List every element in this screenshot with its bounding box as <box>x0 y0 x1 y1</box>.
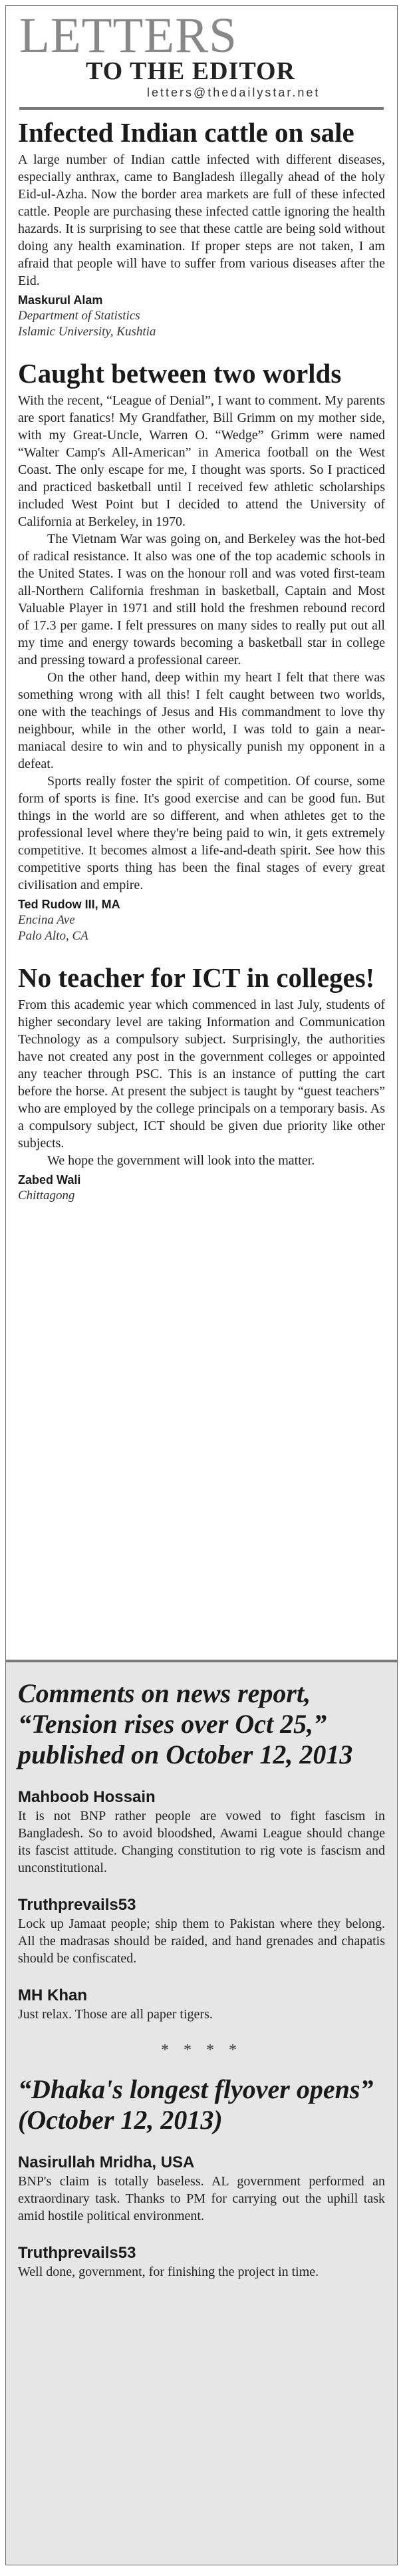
reader-comments-panel <box>6 1660 397 2565</box>
letter-headline: Infected Indian cattle on sale <box>18 117 354 148</box>
letter-signature: Maskurul Alam <box>18 293 103 307</box>
comments-heading: “Dhaka's longest flyover opens” (October 12, 2013) <box>18 2074 374 2135</box>
comment-author: Nasirullah Mridha, USA <box>18 2153 195 2171</box>
comment-text: Lock up Jamaat people; ship them to Pakistan where they belong. All the madrasas should be raided, and hand grenades and chapatis should be confiscated. <box>18 1917 385 1966</box>
comment-text: BNP's claim is totally baseless. AL government performed an extraordinary task. Thanks to PM for carrying out the uphill task amid hostile political environment. <box>18 2174 385 2223</box>
letters-column <box>6 110 397 1204</box>
letter-paragraph: From this academic year which commenced in last July, students of higher secondary level are taking Information and Communication Technology as a compulsory subject. Surprisingly, the authorities have not created any post in the government colleges or appointed any teacher through PSC. This is an instance of putting the cart before the horse. At present the subject is taught by “guest teachers” who are employed by the college principals on a temporary basis. As a compulsory subject, ICT should be given due priority like other subjects. <box>18 998 385 1151</box>
comment-text: It is not BNP rather people are vowed to fight fascism in Bangladesh. So to avoid bloodshed, Awami League should change its fascist attitude. Changing constitution to rig vote is fascism and unconstitutional. <box>18 1809 385 1875</box>
letter-affiliation: Department of Statistics <box>18 309 140 323</box>
masthead-email: letters@thedailystar.net <box>147 86 321 99</box>
comment <box>18 2243 385 2281</box>
comment-text: Well done, government, for finishing the project in time. <box>18 2265 319 2279</box>
letter <box>18 118 385 340</box>
letter-paragraph: We hope the government will look into the matter. <box>47 1153 315 1168</box>
letters-page <box>5 5 398 2565</box>
letter-paragraph: The Vietnam War was going on, and Berkeley was the hot-bed of radical resistance. It also was one of the top academic schools in the United States. I was on the honour roll and was voted first-team all-Northern California freshman in basketball, Captain and Most Valuable Player in 1971 and still hold the freshmen rebound record of 17.3 per game. I felt pressures on many sides to really put out all my time and energy towards becoming a basketball star in college and pressing toward a professional career. <box>18 532 385 667</box>
comment-text: Just relax. Those are all paper tigers. <box>18 2007 213 2022</box>
letter-headline: Caught between two worlds <box>18 358 342 389</box>
section-separator: * * * * <box>161 2042 242 2059</box>
letter-signature: Zabed Wali <box>18 1173 81 1187</box>
letter-paragraph: On the other hand, deep within my heart I felt that there was something wrong with all this! I felt caught between two worlds, one with the teachings of Jesus and His commandment to love thy neighbour, while in the other world, I was told to gain a near-maniacal desire to win and to physically punish my opponent in a defeat. <box>18 670 385 771</box>
letter-affiliation: Palo Alto, CA <box>18 929 88 943</box>
comments-heading: Comments on news report, “Tension rises over Oct 25,” published on October 12, 2013 <box>18 1678 353 1769</box>
comment <box>18 1787 385 1877</box>
letter-affiliation: Islamic University, Kushtia <box>18 325 156 339</box>
letter-signature: Ted Rudow III, MA <box>18 898 120 911</box>
comment <box>18 1986 385 2023</box>
letter-paragraph: A large number of Indian cattle infected with different diseases, especially anthrax, came to Bangladesh illegally ahead of the holy Eid-ul-Azha. Now the border area markets are full of these infected cattle. People are purchasing these infected cattle ignoring the health hazards. It is surprising to see that these cattle are being sold without doing any health examination. If proper steps are not taken, I am afraid that people will have to suffer from various diseases after the Eid. <box>18 152 385 288</box>
comment-author: Mahboob Hossain <box>18 1788 156 1806</box>
masthead-title: LETTERS <box>19 8 237 63</box>
letter-paragraph: Sports really foster the spirit of competition. Of course, some form of sports is fine. It's good exercise and can be good fun. But things in the world are so different, and when athletes get to the professional level where they're being paid to win, it gets extremely competitive. It becomes almost a life-and-death spirit. See how this competitive sports thing has been the final stages of every great civilisation and empire. <box>18 774 385 892</box>
masthead-subtitle: TO THE EDITOR <box>86 57 296 85</box>
comment-author: Truthprevails53 <box>18 1896 136 1914</box>
letter-paragraph: With the recent, “League of Denial”, I want to comment. My parents are sport fanatics! My Grandfather, Bill Grimm on my mother side, with my Great-Uncle, Warren O. “Wedge” Grimm were named “Walter Camp's All-American” in America football on the West Coast. The only escape for me, I thought was sports. So I practiced and practiced basketball until I received few athletic scholarships included West Point but I decided to attend the University of California at Berkeley, in 1970. <box>18 393 385 529</box>
letter <box>18 963 385 1204</box>
letter-affiliation: Encina Ave <box>18 913 75 927</box>
comment-author: MH Khan <box>18 1986 87 2004</box>
comment-author: Truthprevails53 <box>18 2244 136 2262</box>
comment <box>18 2153 385 2225</box>
letter-affiliation: Chittagong <box>18 1189 75 1202</box>
letter-headline: No teacher for ICT in colleges! <box>18 962 375 993</box>
comment <box>18 1895 385 1967</box>
masthead <box>6 6 397 100</box>
letter <box>18 359 385 944</box>
